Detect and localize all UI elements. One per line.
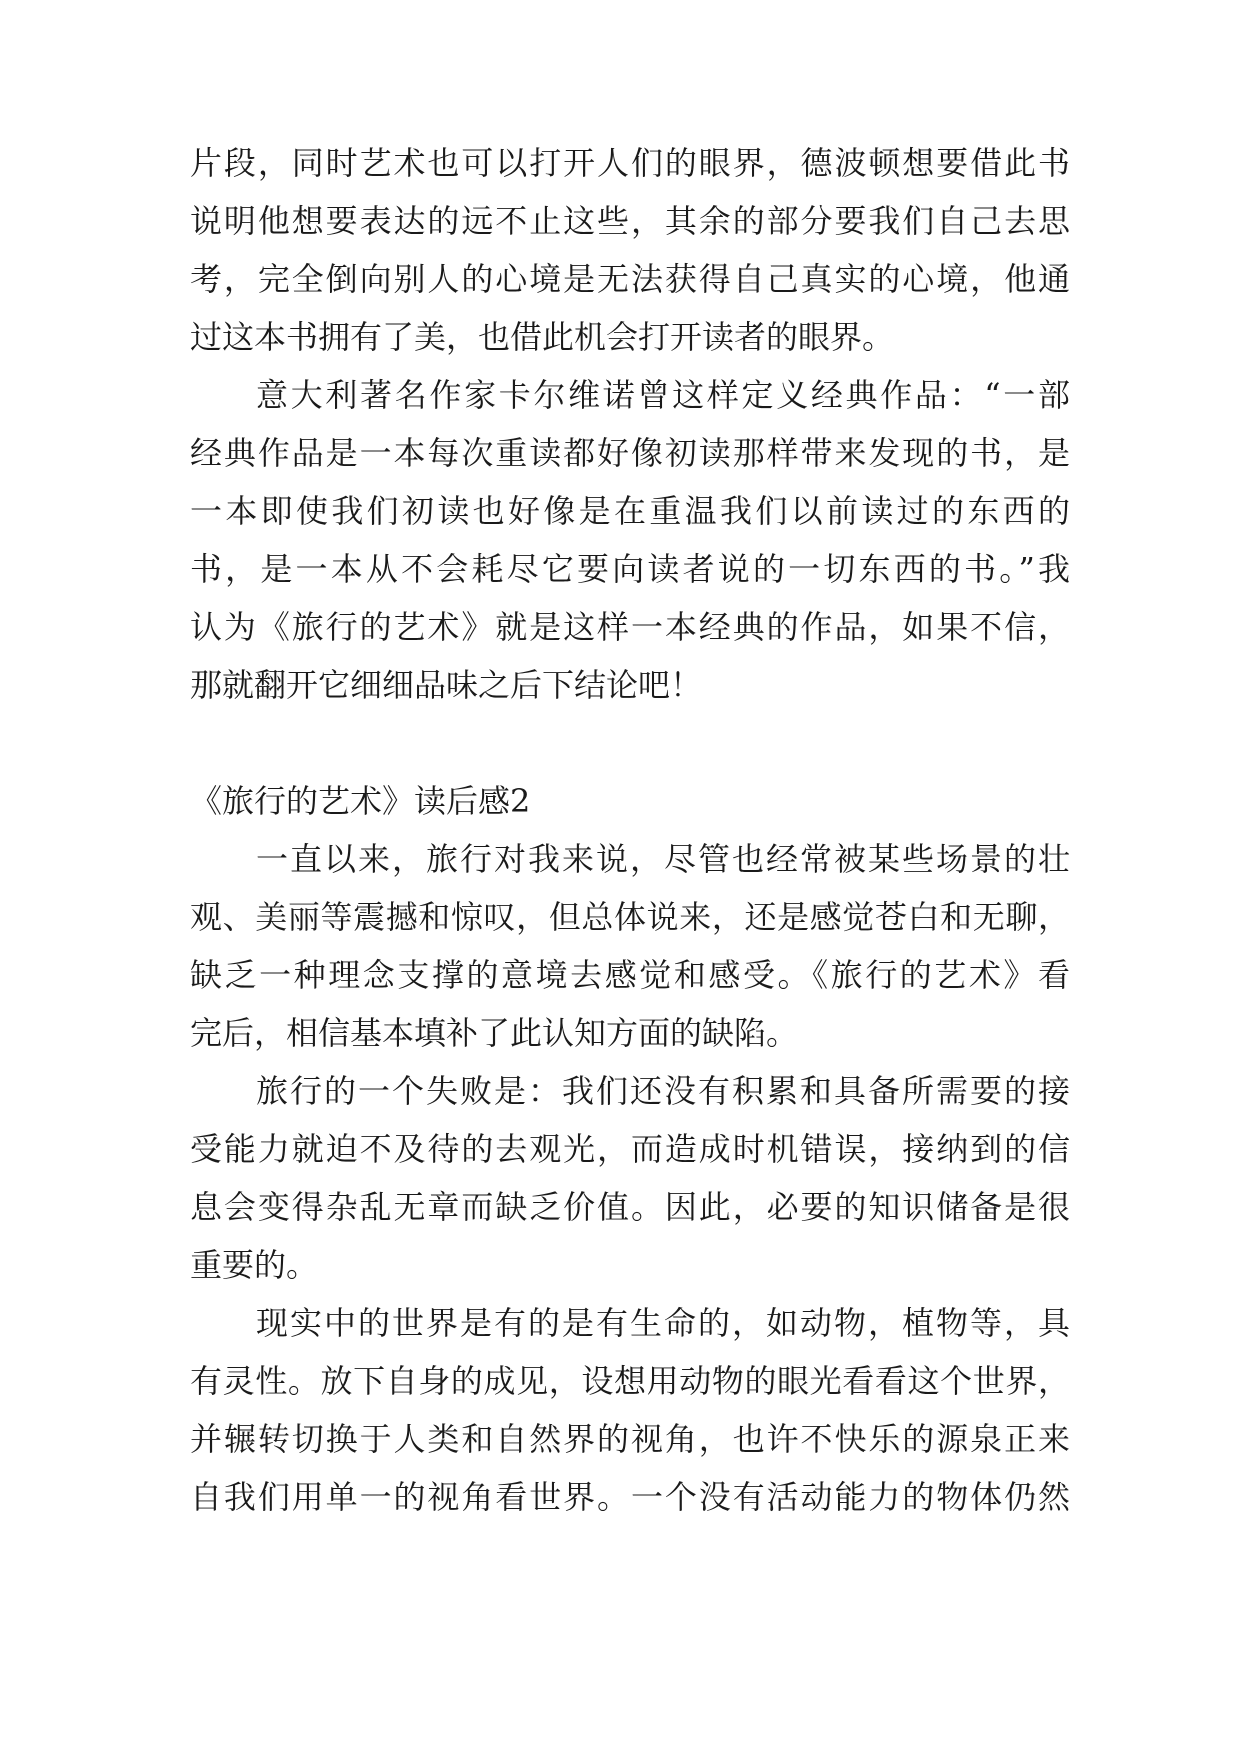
- text-line: 完后，相信基本填补了此认知方面的缺陷。: [190, 1014, 799, 1052]
- text-line: 意大利著名作家卡尔维诺曾这样定义经典作品：“一部: [256, 376, 1070, 414]
- text-line: 一直以来，旅行对我来说，尽管也经常被某些场景的壮: [256, 840, 1070, 878]
- text-line: 说明他想要表达的远不止这些，其余的部分要我们自己去思: [190, 202, 1070, 240]
- text-line: 重要的。: [190, 1246, 319, 1284]
- text-line: 一本即使我们初读也好像是在重温我们以前读过的东西的: [190, 492, 1070, 530]
- text-line: 过这本书拥有了美，也借此机会打开读者的眼界。: [190, 318, 895, 356]
- text-line: 受能力就迫不及待的去观光，而造成时机错误，接纳到的信: [190, 1130, 1070, 1168]
- text-line: 缺乏一种理念支撑的意境去感觉和感受。《旅行的艺术》看: [190, 956, 1070, 994]
- text-line: 并辗转切换于人类和自然界的视角，也许不快乐的源泉正来: [190, 1420, 1070, 1458]
- text-line: 现实中的世界是有的是有生命的，如动物，植物等，具: [256, 1304, 1070, 1342]
- text-line: 考，完全倒向别人的心境是无法获得自己真实的心境，他通: [190, 260, 1070, 298]
- text-line: 观、美丽等震撼和惊叹，但总体说来，还是感觉苍白和无聊，: [190, 898, 1070, 936]
- text-line: 息会变得杂乱无章而缺乏价值。因此，必要的知识储备是很: [190, 1188, 1070, 1226]
- text-line: 那就翻开它细细品味之后下结论吧！: [190, 666, 703, 704]
- text-line: 自我们用单一的视角看世界。一个没有活动能力的物体仍然: [190, 1478, 1070, 1516]
- text-line: 经典作品是一本每次重读都好像初读那样带来发现的书，是: [190, 434, 1070, 472]
- text-line: 认为《旅行的艺术》就是这样一本经典的作品，如果不信，: [190, 608, 1070, 646]
- text-line: 片段，同时艺术也可以打开人们的眼界，德波顿想要借此书: [190, 144, 1070, 182]
- text-line: 书，是一本从不会耗尽它要向读者说的一切东西的书。”我: [190, 550, 1070, 588]
- section-title: 《旅行的艺术》读后感2: [190, 782, 531, 820]
- text-line: 有灵性。放下自身的成见，设想用动物的眼光看看这个世界，: [190, 1362, 1070, 1400]
- text-line: 旅行的一个失败是：我们还没有积累和具备所需要的接: [256, 1072, 1070, 1110]
